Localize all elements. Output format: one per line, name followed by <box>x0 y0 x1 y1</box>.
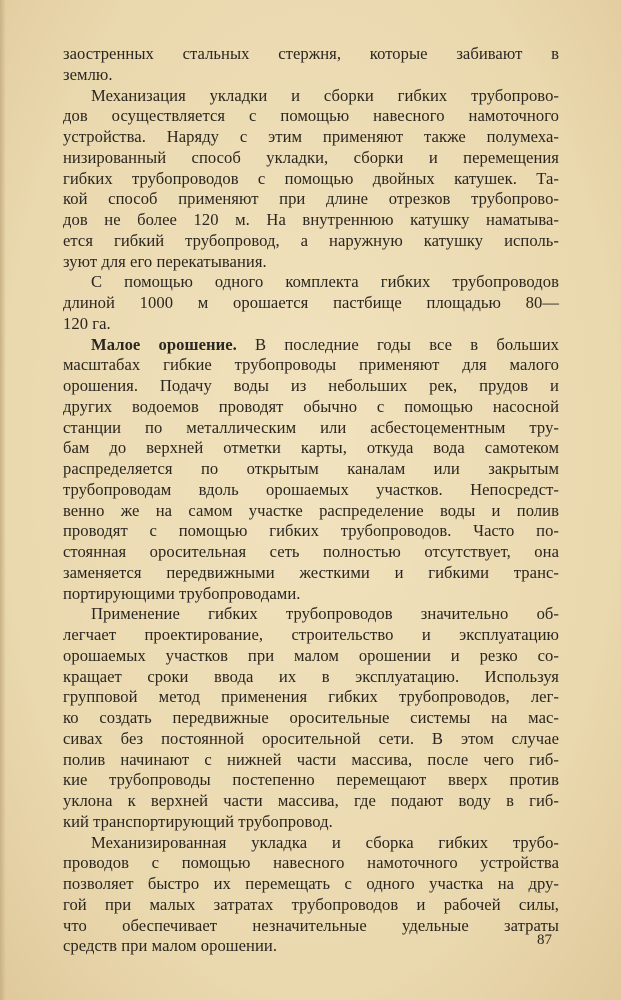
text-line: легчает проектирование, строительство и эксплуатацию <box>63 625 559 644</box>
text-line: орошаемых участков при малом орошении и резко со- <box>63 645 559 665</box>
text-line: заменяется передвижными жесткими и гибкими транс- <box>63 562 559 582</box>
text-line: кращает сроки ввода их в эксплуатацию. Используя <box>63 666 559 686</box>
page-number: 87 <box>537 932 552 948</box>
text-line: дов осуществляется с помощью навесного намоточного <box>63 106 559 126</box>
text-line: портирующими трубопроводами. <box>63 583 301 603</box>
text-line: ко создать передвижные оросительные системы на мас- <box>63 708 559 727</box>
text-line: Применение гибких трубопроводов значительно об- <box>91 604 559 624</box>
text-line: венно же на самом участке распределение воды и полив <box>63 500 559 520</box>
text-line: распределяется по открытым каналам или закрытым <box>63 459 559 478</box>
text-line: Механизация укладки и сборки гибких трубопрово- <box>91 85 559 105</box>
text-line: кие трубопроводы постепенно перемещают вверх против <box>63 770 559 790</box>
text-line: гибких трубопроводов с помощью двойных катушек. Та- <box>63 168 559 188</box>
text-line: стоянная оросительная сеть полностью отсутствует, она <box>63 542 559 561</box>
text-line: проводят с помощью гибких трубопроводов. Часто по- <box>63 521 559 541</box>
paragraph <box>63 44 559 86</box>
paragraph <box>63 335 559 605</box>
text-line: трубопроводам вдоль орошаемых участков. Непосредст- <box>63 479 559 499</box>
page-spine-shadow <box>0 0 6 1000</box>
text-line: сивах без постоянной оросительной сети. В этом случае <box>63 728 559 748</box>
paragraph <box>63 833 559 958</box>
text-line: полив начинают с нижней части массива, после чего гиб- <box>63 749 559 769</box>
text-line: других водоемов проводят обычно с помощью насосной <box>63 396 559 416</box>
text-line: бам до верхней отметки карты, откуда вода самотеком <box>63 438 559 458</box>
text-line: низированный способ укладки, сборки и перемещения <box>63 147 559 167</box>
text-line: Механизированная укладка и сборка гибких трубо- <box>91 832 559 852</box>
text-line: дов не более 120 м. На внутреннюю катушку наматыва- <box>63 210 559 229</box>
text-line: станции по металлическим или асбестоцементным тру- <box>63 417 559 437</box>
text-line: 120 га. <box>63 313 111 333</box>
text-line: орошения. Подачу воды из небольших рек, прудов и <box>63 376 559 395</box>
text-line: уклона к верхней части массива, где подают воду в гиб- <box>63 791 559 810</box>
text-line: групповой метод применения гибких трубопроводов, лег- <box>63 687 559 707</box>
text-run: В последние годы все в больших <box>236 334 559 354</box>
text-line: кой способ применяют при длине отрезков трубопрово- <box>63 189 559 209</box>
text-line: средств при малом орошении. <box>63 936 278 956</box>
text-line: длиной 1000 м орошается пастбище площадью 80— <box>63 293 559 312</box>
text-line: позволяет быстро их перемещать с одного участка на дру- <box>63 874 559 893</box>
section-heading: Малое орошение. <box>91 334 237 354</box>
paragraph <box>63 604 559 832</box>
text-line: кий транспортирующий трубопровод. <box>63 811 333 831</box>
text-line: гой при малых затратах трубопроводов и рабочей силы, <box>63 894 559 914</box>
paragraph <box>63 272 559 334</box>
text-line: масштабах гибкие трубопроводы применяют для малого <box>63 355 559 375</box>
text-line <box>63 335 559 356</box>
text-line: зуют для его перекатывания. <box>63 251 267 271</box>
text-line: что обеспечивает незначительные удельные затраты <box>63 915 559 935</box>
text-line: заостренных стальных стержня, которые забивают в <box>63 44 559 63</box>
text-line: С помощью одного комплекта гибких трубопроводов <box>91 272 559 292</box>
text-line: проводов с помощью навесного намоточного устройства <box>63 853 559 873</box>
text-line: ется гибкий трубопровод, а наружную катушку исполь- <box>63 230 559 250</box>
text-line: устройства. Наряду с этим применяют также полумеха- <box>63 127 559 146</box>
paragraph <box>63 86 559 273</box>
page-body <box>63 44 559 957</box>
text-line: землю. <box>63 64 113 84</box>
